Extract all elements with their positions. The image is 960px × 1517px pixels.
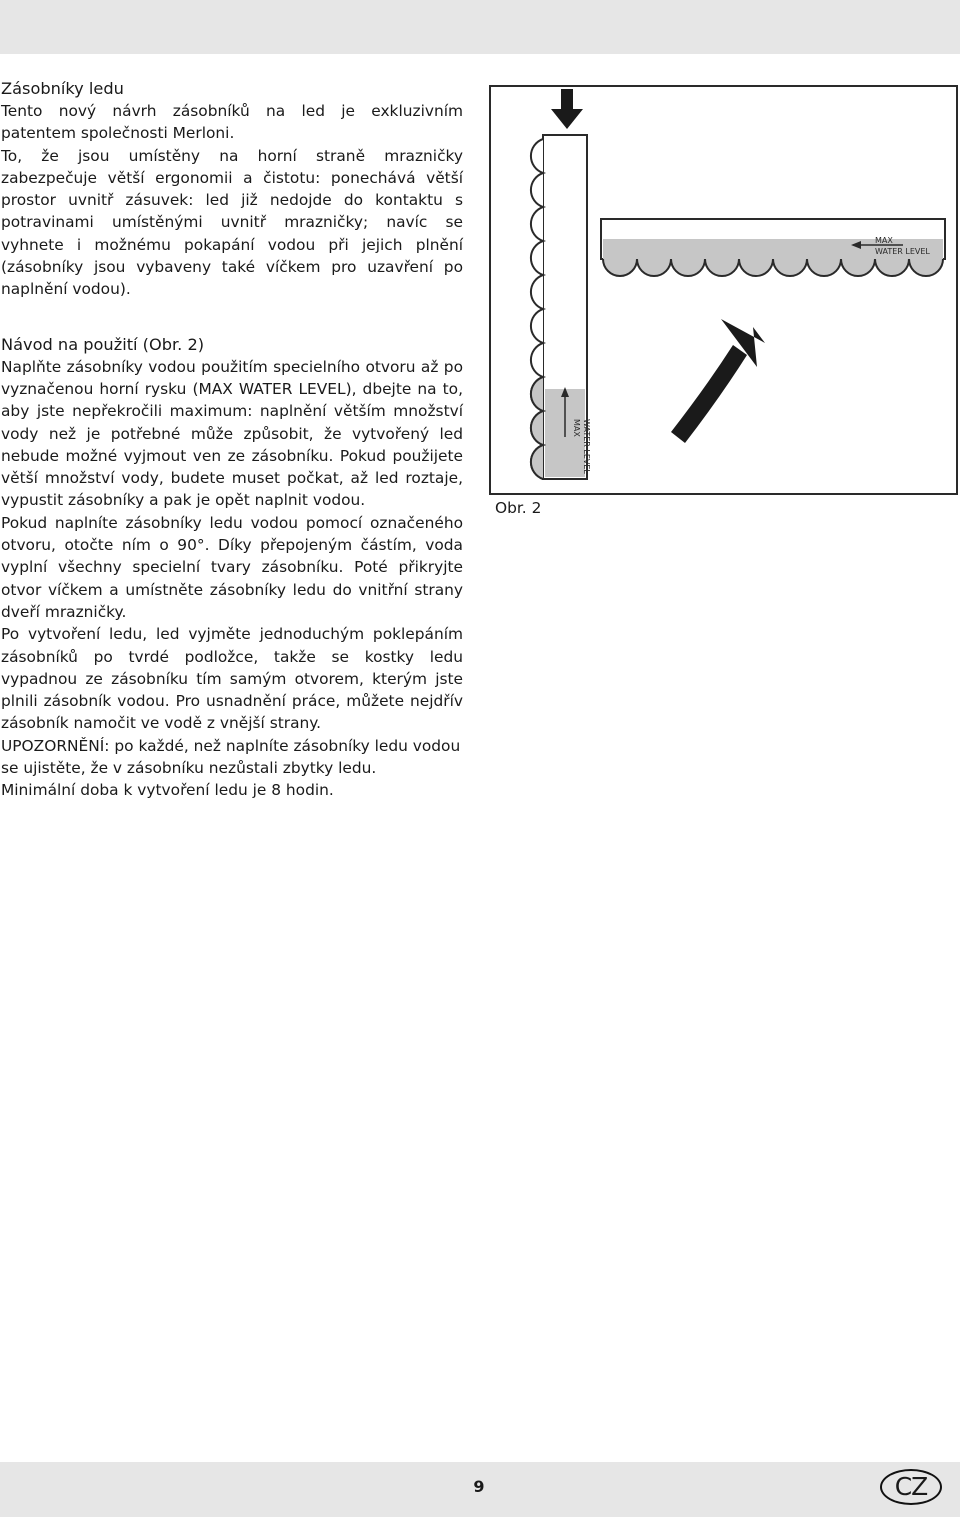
figure-caption: Obr. 2 [495, 499, 542, 517]
main-text-column [1, 78, 463, 802]
paragraph: UPOZORNĚNÍ: po každé, než naplníte zásobníky ledu vodou se ujistěte, že v zásobníku nezůstali zbytky ledu. [1, 736, 461, 778]
language-badge: CZ [880, 1469, 942, 1505]
down-arrow-icon [551, 89, 583, 129]
paragraph: Naplňte zásobníky vodou použitím specielního otvoru až po vyznačenou horní rysku (MAX WATER LEVEL), dbejte na to, aby jste nepřekročili maximum: naplnění větším množství vody než je potřebné může způsobit, že vytvořený led nebude možné vyjmout ven ze zásobníku. Pokud použijete větší množství vody, budete muset počkat, až led roztaje, vypustit zásobníky a pak je opět naplnit vodou. [1, 357, 463, 510]
section-title-instructions: Návod na použití (Obr. 2) [1, 334, 205, 354]
horizontal-water-level-label: WATER LEVEL [875, 247, 930, 256]
section-title-ice-trays: Zásobníky ledu [1, 79, 124, 98]
paragraph: Pokud naplníte zásobníky ledu vodou pomocí označeného otvoru, otočte ním o 90°. Díky přepojeným částím, voda vyplní všechny specielní tvary zásobníku. Poté přikryjte otvor víčkem a umístněte zásobníky ledu do vnitřní strany dveří mrazničky. [1, 513, 463, 621]
curved-rotate-arrow-icon [671, 319, 765, 443]
page-number: 9 [473, 1477, 485, 1496]
vertical-max-label: MAX [572, 419, 581, 437]
paragraph: Minimální doba k vytvoření ledu je 8 hodin. [1, 781, 334, 800]
vertical-water-level-label: WATER LEVEL [582, 419, 591, 474]
paragraph: Tento nový návrh zásobníků na led je exkluzivním patentem společnosti Merloni. [1, 102, 463, 143]
paragraph: To, že jsou umístěny na horní straně mrazničky zabezpečuje větší ergonomii a čistotu: ponechává větší prostor uvnitř zásuvek: led již nedojde do kontaktu s potravinami umístěnými uvnitř mrazničky; navíc se vyhnete i možnému pokapání vodou při jejich plnění (zásobníky jsou vybaveny také víčkem pro uzavření po naplnění vodou). [1, 146, 463, 299]
horizontal-max-label: MAX [875, 236, 893, 245]
paragraph: Po vytvoření ledu, led vyjměte jednoduchým poklepáním zásobníků po tvrdé podložce, takže se kostky ledu vypadnou ze zásobníku tím samým otvorem, kterým jste plnili zásobník vodou. Pro usnadnění práce, můžete nejdřív zásobník namočit ve vodě z vnější strany. [1, 625, 463, 733]
figure-ice-tray-diagram [489, 85, 958, 495]
header-band [0, 0, 960, 54]
vertical-tray-filled-cups [531, 377, 543, 479]
horizontal-tray-cups [603, 259, 943, 276]
ice-tray-illustration [491, 87, 956, 493]
